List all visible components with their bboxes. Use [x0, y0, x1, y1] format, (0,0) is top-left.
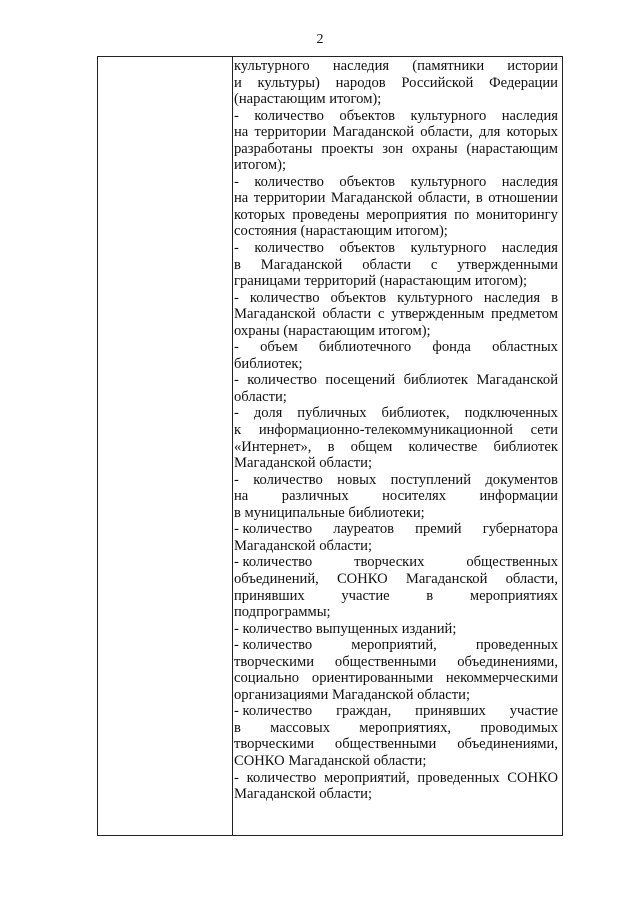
- text-word: мероприятий,: [324, 769, 410, 786]
- text-word: новых: [337, 471, 377, 488]
- text-line: [234, 306, 558, 323]
- text-word: культурного: [410, 107, 487, 124]
- text-line: охраны (нарастающим итогом);: [234, 322, 431, 339]
- text-word: публичных: [297, 405, 367, 422]
- text-word: области: [322, 306, 372, 323]
- text-word: количество: [254, 107, 324, 124]
- text-word: территории: [254, 124, 327, 141]
- text-word: области,: [505, 570, 558, 587]
- text-line: [234, 141, 558, 158]
- text-word: мониторингу: [476, 206, 558, 223]
- text-line: Магаданской области;: [234, 455, 373, 472]
- text-line: [234, 554, 558, 571]
- text-word: Магаданской: [332, 124, 415, 141]
- text-word: принявших: [415, 703, 486, 720]
- text-word: - количество: [234, 637, 313, 654]
- page-number: 2: [316, 32, 324, 47]
- text-word: на: [234, 124, 249, 141]
- text-word: количество: [253, 471, 323, 488]
- text-line: библиотек;: [234, 355, 303, 372]
- text-word: культуры): [257, 74, 320, 91]
- text-line: [234, 422, 558, 439]
- text-word: наследия: [501, 107, 558, 124]
- text-word: в: [475, 190, 483, 207]
- text-word: области,: [420, 124, 473, 141]
- text-word: территории: [253, 190, 326, 207]
- text-line: [234, 588, 558, 605]
- text-word: участие: [341, 587, 390, 604]
- text-line: [234, 290, 558, 307]
- text-line: - количество выпущенных изданий;: [234, 620, 457, 637]
- text-word: объем: [260, 339, 298, 356]
- text-line: [234, 190, 558, 207]
- text-word: на: [234, 488, 249, 505]
- text-word: информационно-телекоммуникационной: [258, 422, 513, 439]
- text-word: проведенных: [417, 769, 500, 786]
- text-word: мероприятиях: [469, 587, 558, 604]
- text-line: [234, 670, 558, 687]
- text-word: отношении: [488, 190, 558, 207]
- text-word: библиотек: [403, 372, 469, 389]
- text-word: утвержденными: [457, 256, 558, 273]
- text-word: количество: [254, 173, 324, 190]
- text-word: -: [234, 471, 239, 488]
- text-word: наследия: [501, 240, 558, 257]
- text-word: культурного: [410, 173, 487, 190]
- text-line: [234, 257, 558, 274]
- text-line: границами территорий (нарастающим итогом);: [234, 273, 528, 290]
- text-word: общественных: [466, 554, 558, 571]
- indicator-list-cell: [234, 57, 558, 803]
- text-word: (нарастающим: [466, 140, 558, 157]
- text-line: [234, 439, 558, 456]
- text-word: библиотек,: [381, 405, 450, 422]
- text-word: объектов: [339, 240, 396, 257]
- text-word: граждан,: [336, 703, 392, 720]
- text-line: [234, 240, 558, 257]
- text-word: документов: [485, 471, 558, 488]
- text-word: с: [377, 306, 385, 323]
- text-word: проекты: [321, 140, 374, 157]
- text-word: мероприятий,: [351, 637, 437, 654]
- text-word: предметом: [491, 306, 558, 323]
- text-word: некоммерческими: [445, 670, 558, 687]
- text-line: [234, 174, 558, 191]
- text-word: количество: [254, 240, 324, 257]
- text-word: различных: [281, 488, 349, 505]
- text-word: проводимых: [480, 719, 558, 736]
- text-line: [234, 703, 558, 720]
- text-word: информации: [479, 488, 558, 505]
- text-word: количество: [249, 289, 320, 306]
- text-word: участие: [509, 703, 558, 720]
- text-line: подпрограммы;: [234, 604, 331, 621]
- text-word: истории: [507, 58, 558, 74]
- text-word: области: [362, 256, 412, 273]
- text-word: -: [234, 339, 239, 356]
- text-word: культурного: [397, 289, 473, 306]
- text-line: [234, 521, 558, 538]
- text-word: количестве: [408, 438, 478, 455]
- text-word: в: [426, 587, 434, 604]
- text-word: библиотек: [493, 438, 558, 455]
- text-word: социально: [234, 670, 300, 687]
- text-word: -: [234, 240, 239, 257]
- text-word: сети: [530, 422, 558, 439]
- text-word: разработаны: [234, 140, 313, 157]
- text-word: лауреатов: [333, 521, 395, 538]
- text-line: [234, 58, 558, 75]
- text-line: [234, 736, 558, 753]
- text-word: -: [234, 107, 239, 124]
- text-word: утвержденным: [391, 306, 485, 323]
- text-word: в: [234, 719, 241, 736]
- text-line: [234, 207, 558, 224]
- text-word: Российской: [401, 74, 474, 91]
- text-line: СОНКО Магаданской области;: [234, 752, 427, 769]
- text-word: общественными: [334, 736, 437, 753]
- text-word: наследия: [483, 289, 541, 306]
- text-line: итогом);: [234, 157, 287, 174]
- text-word: наследия: [332, 58, 390, 74]
- text-line: [234, 405, 558, 422]
- text-word: творческими: [234, 653, 315, 670]
- text-line: [234, 472, 558, 489]
- text-line: [234, 75, 558, 92]
- text-word: посещений: [325, 372, 396, 389]
- text-word: объектов: [330, 289, 387, 306]
- text-word: объединениями,: [457, 653, 558, 670]
- text-word: мероприятиях,: [359, 719, 452, 736]
- text-word: СОНКО: [336, 570, 388, 587]
- text-line: [234, 124, 558, 141]
- text-line: [234, 654, 558, 671]
- text-line: [234, 571, 558, 588]
- text-word: - количество: [234, 554, 313, 571]
- text-word: - количество: [234, 703, 313, 720]
- text-word: наследия: [501, 173, 558, 190]
- text-word: общем: [350, 438, 393, 455]
- text-word: в: [327, 438, 335, 455]
- text-word: которых: [506, 124, 558, 141]
- text-word: для: [478, 124, 501, 141]
- indicator-table: [97, 56, 563, 836]
- text-word: поступлений: [390, 471, 472, 488]
- text-word: объектов: [339, 173, 396, 190]
- text-word: принявших: [234, 587, 305, 604]
- text-word: (памятники: [412, 58, 485, 74]
- text-word: культурного: [410, 240, 487, 257]
- text-word: культурного: [234, 58, 310, 74]
- text-word: в: [234, 256, 241, 273]
- text-line: (нарастающим итогом);: [234, 91, 382, 108]
- text-line: в муниципальные библиотеки;: [234, 504, 425, 521]
- text-word: фонда: [432, 339, 471, 356]
- text-word: в: [551, 289, 558, 306]
- text-word: по: [454, 206, 470, 223]
- text-line: состояния (нарастающим итогом);: [234, 223, 448, 240]
- text-word: народов: [335, 74, 386, 91]
- text-line: [234, 108, 558, 125]
- text-line: [234, 637, 558, 654]
- text-word: библиотечного: [318, 339, 412, 356]
- text-word: Магаданской: [260, 256, 343, 273]
- text-word: Магаданской: [476, 372, 558, 389]
- text-word: к: [234, 422, 242, 439]
- text-word: доля: [253, 405, 283, 422]
- text-word: премий: [415, 521, 462, 538]
- text-word: с: [430, 256, 438, 273]
- text-word: области,: [417, 190, 471, 207]
- text-word: Магаданской: [234, 306, 316, 323]
- text-word: -: [234, 173, 239, 190]
- text-word: которых: [234, 206, 286, 223]
- text-word: на: [234, 190, 249, 207]
- table-label-cell: [98, 57, 233, 835]
- text-line: [234, 770, 558, 787]
- text-word: -: [234, 289, 239, 306]
- text-line: [234, 372, 558, 389]
- text-line: [234, 488, 558, 505]
- text-word: творческих: [354, 554, 425, 571]
- text-word: Федерации: [489, 74, 558, 91]
- text-word: массовых: [270, 719, 331, 736]
- text-word: -: [234, 372, 239, 389]
- text-word: губернатора: [482, 521, 558, 538]
- text-word: «Интернет»,: [234, 438, 312, 455]
- text-word: подключенных: [464, 405, 558, 422]
- text-word: -: [234, 405, 239, 422]
- text-line: Магаданской области;: [234, 537, 373, 554]
- text-word: творческими: [234, 736, 315, 753]
- text-word: объединениями,: [457, 736, 558, 753]
- text-word: объединений,: [234, 570, 319, 587]
- text-line: Магаданской области;: [234, 786, 373, 803]
- text-word: -: [234, 769, 239, 786]
- text-word: носителях: [382, 488, 447, 505]
- text-word: и: [234, 74, 242, 91]
- text-word: Магаданской: [405, 570, 488, 587]
- text-word: СОНКО: [507, 769, 558, 786]
- text-word: охраны: [411, 140, 458, 157]
- text-line: области;: [234, 388, 287, 405]
- text-word: общественными: [334, 653, 437, 670]
- text-line: [234, 339, 558, 356]
- text-word: проведенных: [475, 637, 558, 654]
- text-word: ориентированными: [311, 670, 434, 687]
- text-word: областных: [492, 339, 558, 356]
- text-word: количество: [246, 769, 317, 786]
- text-word: Магаданской: [330, 190, 413, 207]
- text-line: организациями Магаданской области;: [234, 686, 470, 703]
- text-word: количество: [247, 372, 317, 389]
- text-word: зон: [382, 140, 404, 157]
- text-word: - количество: [234, 521, 313, 538]
- text-word: объектов: [339, 107, 396, 124]
- text-word: мероприятия: [366, 206, 448, 223]
- text-word: проведены: [292, 206, 360, 223]
- text-line: [234, 720, 558, 737]
